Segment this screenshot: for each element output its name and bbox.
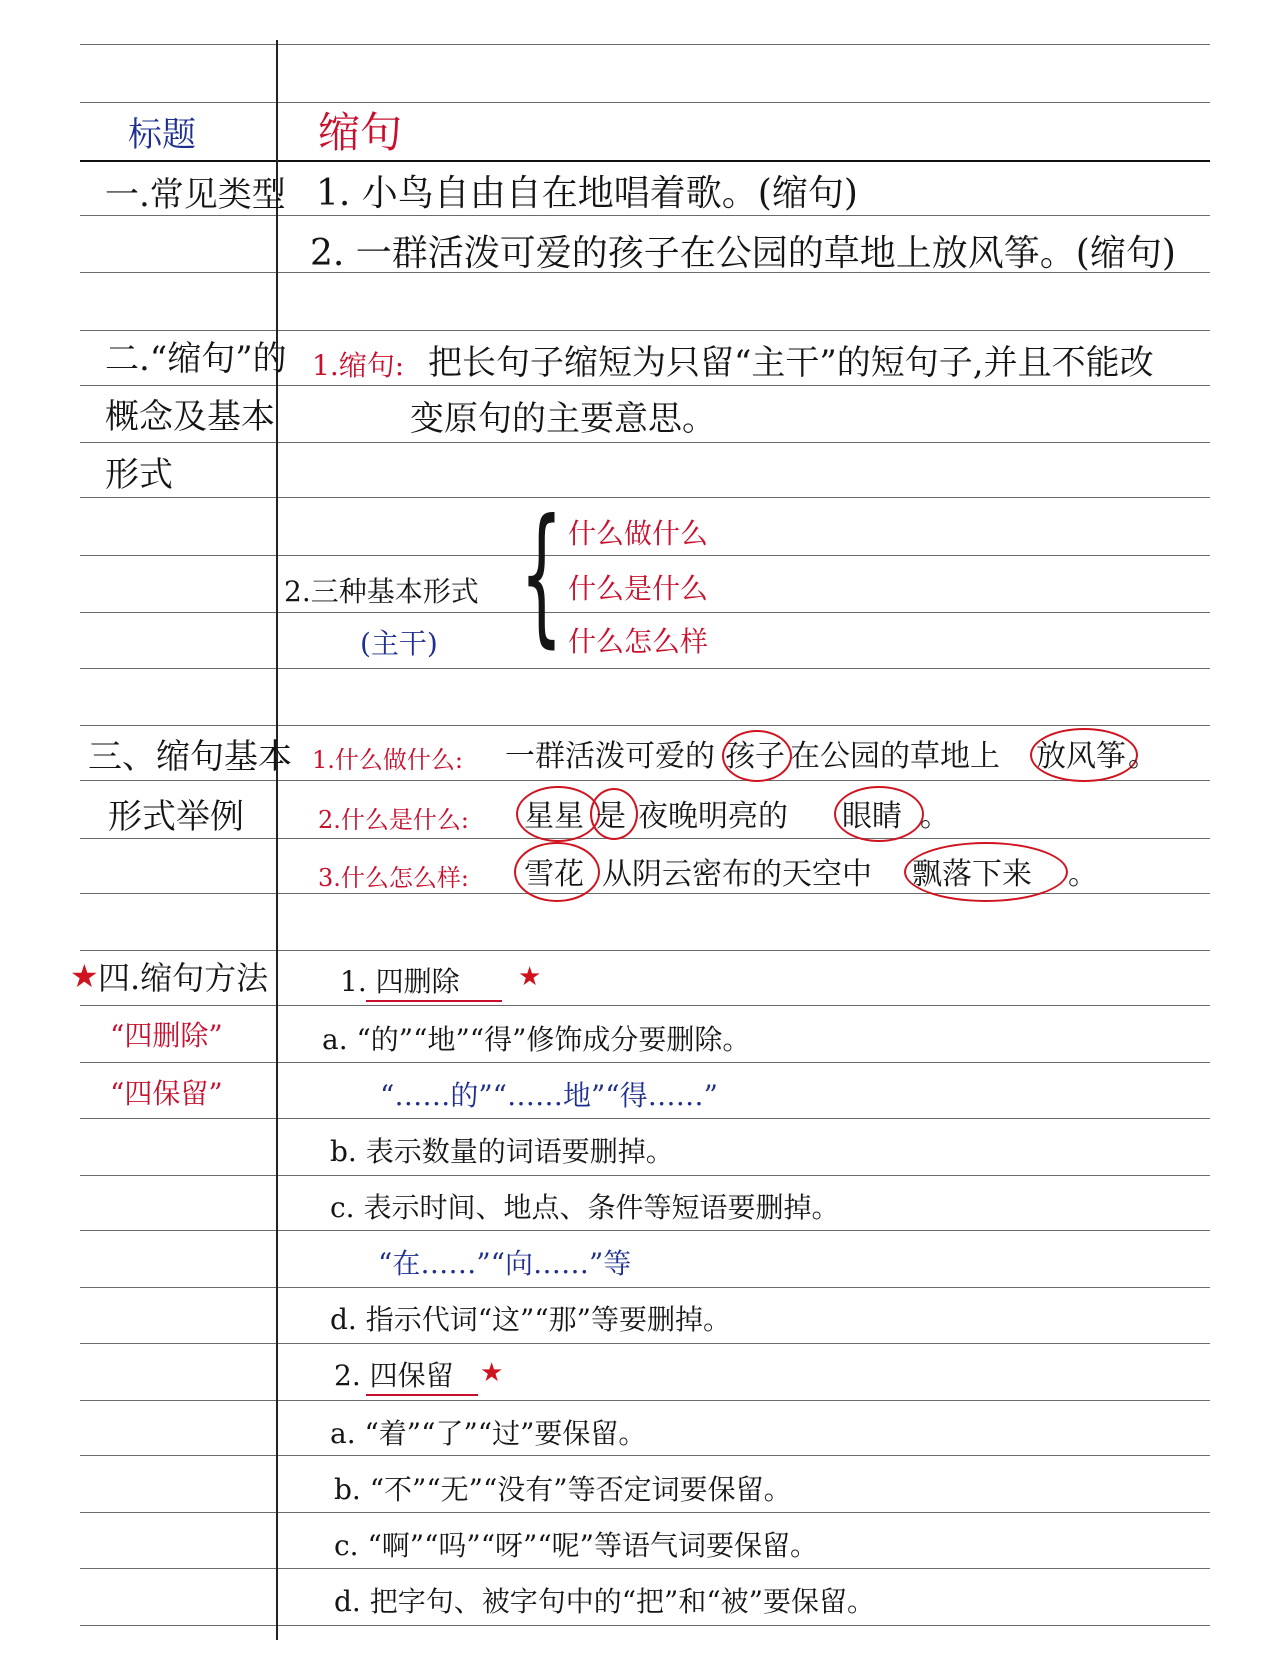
ruled-line [80,44,1210,45]
example-3-end: 。 [1068,857,1098,892]
star-icon: ★ [518,962,542,992]
header-label: 标题 [128,115,196,155]
section-3-heading-line-2: 形式举例 [108,797,244,837]
delete-item-d: d. 指示代词“这”“那”等要删掉。 [330,1303,731,1336]
ruled-line [80,950,1210,951]
ruled-line [80,780,1210,781]
delete-item-b: b. 表示数量的词语要删掉。 [330,1135,674,1168]
page-title: 缩句 [318,108,403,157]
ruled-line [80,612,1210,613]
ruled-line [80,330,1210,331]
definition-line-1: 把长句子缩短为只留“主干”的短句子,并且不能改 [428,343,1154,383]
ruled-line [80,160,1210,162]
delete-item-a: a. “的”“地”“得”修饰成分要删除。 [322,1023,751,1056]
delete-note-c: “在……”“向……”等 [378,1247,632,1280]
ruled-line [80,215,1210,216]
example-2-verb: 是 [596,799,626,834]
margin-line [276,40,278,1640]
ruled-line [80,1062,1210,1063]
ruled-line [80,1287,1210,1288]
keep-item-d: d. 把字句、被字句中的“把”和“被”要保留。 [334,1585,875,1618]
predicate-circle [904,842,1068,902]
ruled-line [80,725,1210,726]
brace-icon: { [520,488,563,662]
forms-note: (主干) [360,627,438,660]
example-3-label: 3.什么怎么样: [318,864,469,892]
example-2-subject: 星星 [524,799,584,834]
definition-line-2: 变原句的主要意思。 [410,399,716,439]
section-2-heading-line-1: 二.“缩句”的 [105,339,287,379]
ruled-line [80,1343,1210,1344]
form-1: 什么做什么 [568,517,709,550]
ruled-line [80,102,1210,103]
ruled-line [80,1005,1210,1006]
form-2: 什么是什么 [568,572,709,605]
subject-circle [516,786,600,842]
example-1-end: 。 [1128,739,1158,774]
ruled-line [80,1230,1210,1231]
ruled-line [80,668,1210,669]
ruled-line [80,1175,1210,1176]
example-1-subject: 孩子 [725,739,785,774]
delete-item-c: c. 表示时间、地点、条件等短语要删掉。 [330,1191,840,1224]
ruled-line [80,1625,1210,1626]
example-1-part: 一群活泼可爱的 [505,739,715,774]
ruled-line [80,1400,1210,1401]
ruled-line [80,1118,1210,1119]
section-4-sub-delete: “四删除” [110,1019,223,1052]
ruled-line [80,385,1210,386]
delete-title: 1. 四删除 [340,965,460,998]
keep-item-a: a. “着”“了”“过”要保留。 [330,1417,647,1450]
section-4-sub-keep: “四保留” [110,1077,223,1110]
keep-item-b: b. “不”“无”“没有”等否定词要保留。 [334,1473,792,1506]
example-1-predicate: 放风筝 [1036,739,1126,774]
example-2-object: 眼睛 [842,799,902,834]
ruled-line [80,1455,1210,1456]
form-3: 什么怎么样 [568,625,709,658]
section-2-heading-line-2: 概念及基本 [105,397,275,437]
object-circle [834,786,924,842]
section-4-heading: 四.缩句方法 [98,959,269,997]
ruled-line [80,1512,1210,1513]
example-3-predicate: 飘落下来 [912,857,1032,892]
section-2-heading-line-3: 形式 [105,455,173,495]
example-3-subject: 雪花 [524,857,584,892]
ruled-line [80,838,1210,839]
section-3-heading-line-1: 三、缩句基本 [88,737,292,777]
ruled-line [80,555,1210,556]
subject-circle [514,842,600,902]
keep-item-c: c. “啊”“吗”“呀”“呢”等语气词要保留。 [334,1529,818,1562]
forms-label: 2.三种基本形式 [284,575,479,608]
subject-circle [722,730,792,782]
delete-title-underline [366,1000,502,1002]
s1-line-2: 2. 一群活泼可爱的孩子在公园的草地上放风筝。(缩句) [310,233,1176,274]
section-1-heading: 一.常见类型 [105,175,286,215]
delete-note-a: “……的”“……地”“得……” [380,1079,718,1112]
ruled-line [80,1568,1210,1569]
verb-circle [590,788,638,840]
definition-label: 1.缩句: [312,349,405,382]
example-2-label: 2.什么是什么: [318,806,469,834]
predicate-circle [1030,728,1138,782]
ruled-line [80,442,1210,443]
example-3-part: 从阴云密布的天空中 [602,857,872,892]
example-2-end: 。 [920,799,950,834]
example-1-label: 1.什么做什么: [312,746,463,774]
star-icon: ★ [480,1358,504,1388]
keep-title-underline [366,1394,478,1396]
keep-title: 2. 四保留 [334,1359,454,1392]
s1-line-1: 1. 小鸟自由自在地唱着歌。(缩句) [316,173,858,214]
star-icon: ★ [70,957,99,995]
example-2-part: 夜晚明亮的 [638,799,788,834]
ruled-line [80,497,1210,498]
example-1-part: 在公园的草地上 [790,739,1000,774]
